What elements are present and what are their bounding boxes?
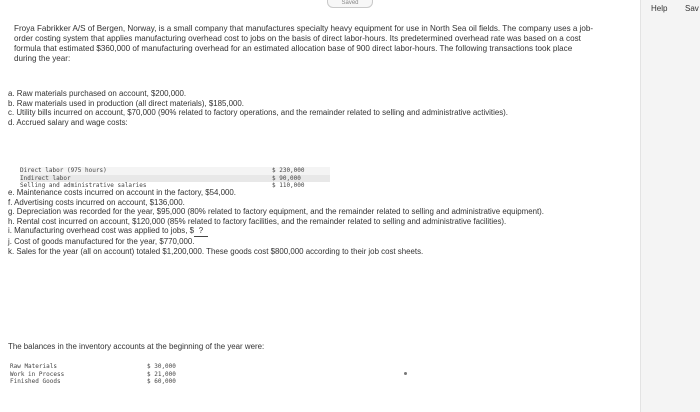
saved-status: Saved — [327, 0, 373, 8]
transaction-j: j. Cost of goods manufactured for the year, $770,000. — [8, 236, 195, 246]
salary-label: Direct labor (975 hours) — [20, 167, 107, 174]
transaction-c: c. Utility bills incurred on account, $70,000 (90% related to factory operations, and the remainder related to selling and administrative activities). — [8, 108, 508, 118]
salary-table — [20, 167, 330, 190]
salary-value: $ 90,000 — [272, 174, 301, 182]
transactions-e-k — [8, 188, 608, 256]
salary-value: $ 230,000 — [272, 167, 305, 174]
salary-label: Selling and administrative salaries — [20, 182, 147, 189]
table-row — [10, 363, 210, 371]
help-button[interactable]: Help — [651, 4, 668, 13]
table-row — [10, 378, 210, 386]
table-row — [20, 167, 330, 175]
applied-overhead-blank: ? — [194, 226, 208, 237]
transaction-e: e. Maintenance costs incurred on account in the factory, $54,000. — [8, 188, 236, 197]
balance-value: $ 21,000 — [147, 370, 176, 378]
balances-table — [10, 363, 210, 386]
transaction-k: k. Sales for the year (all on account) totaled $1,200,000. These goods cost $800,000 according to their job cost sheets. — [8, 246, 424, 256]
mouse-cursor-dot — [404, 372, 407, 375]
transaction-g: g. Depreciation was recorded for the year, $95,000 (80% related to factory equipment, and the remainder related to selling and administrative equipment). — [8, 207, 544, 217]
balance-value: $ 30,000 — [147, 363, 176, 370]
transaction-b: b. Raw materials used in production (all direct materials), $185,000. — [8, 98, 244, 108]
transaction-i — [8, 226, 608, 237]
salary-value: $ 110,000 — [272, 182, 305, 189]
balance-label: Raw Materials — [10, 363, 57, 370]
balance-value: $ 60,000 — [147, 378, 176, 385]
balance-label: Work in Process — [10, 370, 65, 378]
transaction-h: h. Rental cost incurred on account, $120,000 (85% related to factory facilities, and the remainder related to selling and administrative facilities). — [8, 216, 507, 226]
balance-label: Finished Goods — [10, 378, 61, 385]
balances-heading: The balances in the inventory accounts at the beginning of the year were: — [8, 342, 265, 351]
table-row — [20, 175, 330, 183]
transaction-d: d. Accrued salary and wage costs: — [8, 117, 128, 127]
transaction-a: a. Raw materials purchased on account, $200,000. — [8, 89, 187, 98]
salary-label: Indirect labor — [20, 174, 71, 182]
table-row — [10, 371, 210, 379]
transaction-i-text: i. Manufacturing overhead cost was applied to jobs, $ — [8, 226, 194, 236]
problem-intro: Froya Fabrikker A/S of Bergen, Norway, is a small company that manufactures specialty heavy equipment for use in North Sea oil fields. The company uses a job-order costing system that applies manufacturing overhead cost to jobs on the basis of direct labor-hours. Its predetermined overhead rate was based on a cost formula that estimated $360,000 of manufacturing overhead for an estimated allocation base of 900 direct labor-hours. The following transactions took place during the year: — [14, 24, 594, 63]
transaction-f: f. Advertising costs incurred on account, $136,000. — [8, 197, 185, 207]
transactions-a-d — [8, 89, 608, 127]
top-right-toolbar — [640, 0, 700, 412]
save-button[interactable]: Sav — [685, 4, 699, 13]
